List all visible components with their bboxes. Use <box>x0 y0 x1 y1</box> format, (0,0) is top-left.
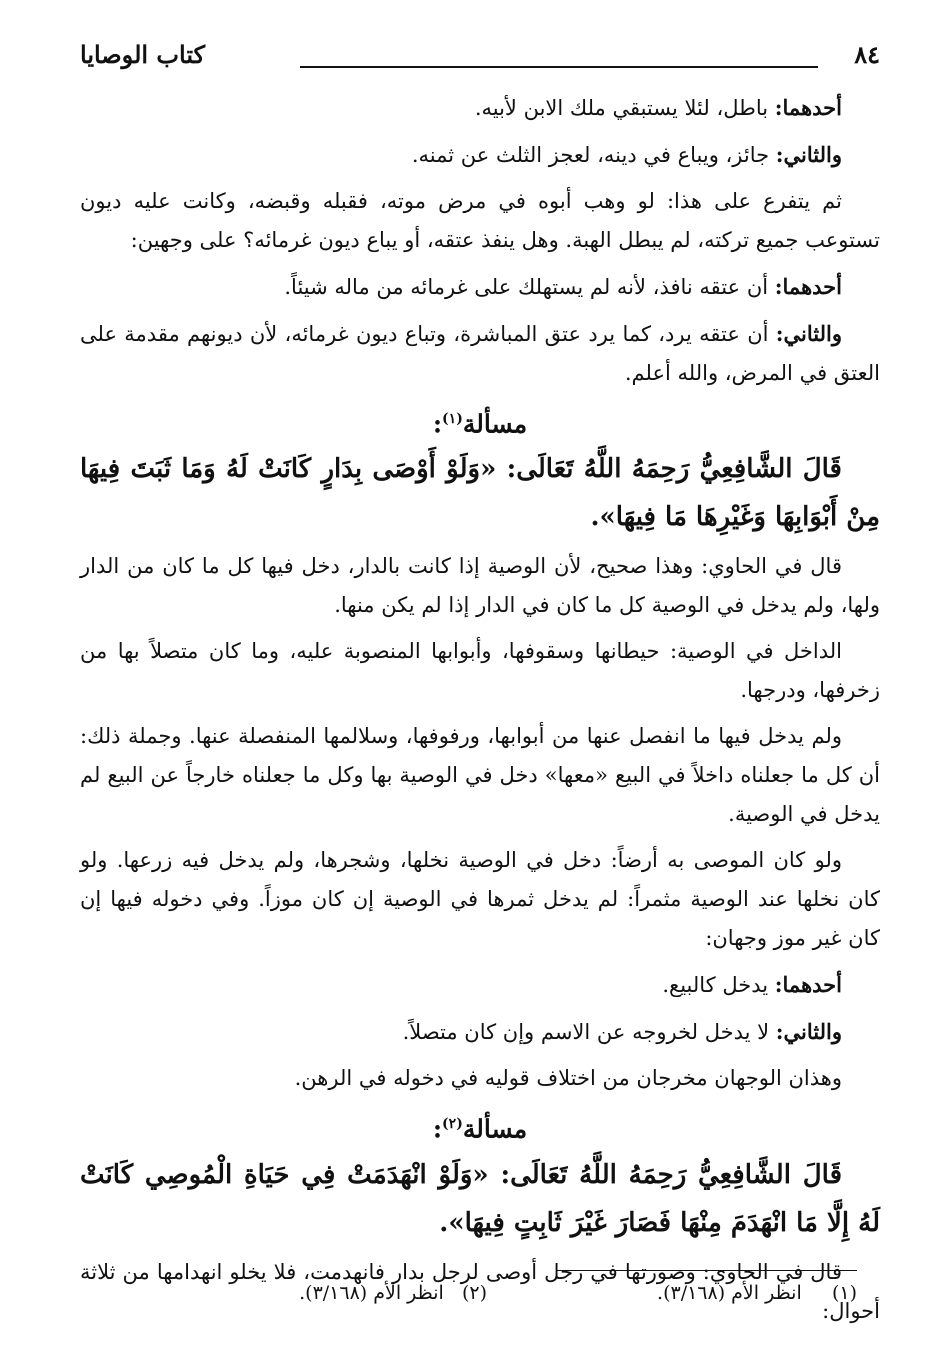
paragraph: والثاني: لا يدخل لخروجه عن الاسم وإن كان متصلاً. <box>402 1019 842 1045</box>
paragraph: قال في الحاوي: وهذا صحيح، لأن الوصية إذا كانت بالدار، دخل فيها كل ما كان من الدار ولها، ولم يدخل في الوصية كل ما كان في الدار إذا لم يكن منها. <box>80 554 880 618</box>
footnote: (٢) انظر الأم (٣/١٦٨). <box>299 1282 487 1304</box>
paragraph: أحدهما: باطل، لئلا يستبقي ملك الابن لأبيه. <box>474 95 842 120</box>
footnote: (١) انظر الأم (٣/١٦٨). <box>657 1282 857 1304</box>
shafii-quote: قَالَ الشَّافِعِيُّ رَحِمَهُ اللَّهُ تَعَالَى: «وَلَوْ أَوْصَى بِدَارٍ كَانَتْ لَهُ وَمَا ثَبَتَ فِيهَا مِنْ أَبْوَابِهَا وَغَيْرِهَا مَا فِيهَا». <box>80 454 880 533</box>
paragraph: ثم يتفرع على هذا: لو وهب أبوه في مرض موته، فقبله وقبضه، وكانت عليه ديون تستوعب جميع تركته، لم يبطل الهبة. وهل ينفذ عتقه، أو يباع ديون غرمائه؟ على وجهين: <box>80 189 880 252</box>
page-header <box>80 40 880 80</box>
paragraph: والثاني: أن عتقه يرد، كما يرد عتق المباشرة، وتباع ديون غرمائه، لأن ديونهم مقدمة على العتق في المرض، والله أعلم. <box>80 321 880 385</box>
footnote-ref: (٢) <box>442 1116 463 1133</box>
paragraph: أحدهما: يدخل كالبيع. <box>662 972 842 998</box>
page-body <box>80 88 880 1338</box>
shafii-quote: قَالَ الشَّافِعِيُّ رَحِمَهُ اللَّهُ تَعَالَى: «وَلَوْ انْهَدَمَتْ فِي حَيَاةِ الْمُوصِي كَانَتْ لَهُ إِلَّا مَا انْهَدَمَ مِنْهَا فَصَارَ غَيْرَ ثَابِتٍ فِيهَا». <box>80 1159 880 1238</box>
page-number: ٨٤ <box>854 40 880 69</box>
book-title: كتاب الوصايا <box>80 40 205 69</box>
section-heading: مسألة$^{(١)}$: <box>432 409 528 439</box>
header-rule <box>300 66 818 68</box>
paragraph: قال في الحاوي: وصورتها في رجل أوصى لرجل بدار فانهدمت، فلا يخلو انهدامها من ثلاثة أحوال: <box>80 1259 880 1323</box>
section-heading: مسألة$^{(٢)}$: <box>432 1114 528 1144</box>
paragraph: ولم يدخل فيها ما انفصل عنها من أبوابها، ورفوفها، وسلالمها المنفصلة عنها. وجملة ذلك: أن كل ما جعلناه داخلاً في البيع «معها» دخل في الوصية بها وكل ما جعلناه خارجاً عن البيع لم يدخل في الوصية. <box>80 724 880 827</box>
paragraph: أحدهما: أن عتقه نافذ، لأنه لم يستهلك على غرمائه من ماله شيئاً. <box>284 274 842 299</box>
paragraph: والثاني: جائز، ويباع في دينه، لعجز الثلث عن ثمنه. <box>411 142 842 167</box>
footnote-ref: (١) <box>442 411 463 427</box>
paragraph: الداخل في الوصية: حيطانها وسقوفها، وأبوابها المنصوبة عليه، وما كان متصلاً بها من زخرفها، ودرجها. <box>80 639 880 703</box>
footnote-rule <box>557 1270 857 1271</box>
paragraph: وهذان الوجهان مخرجان من اختلاف قوليه في دخوله في الرهن. <box>294 1066 842 1091</box>
paragraph: ولو كان الموصى به أرضاً: دخل في الوصية نخلها، وشجرها، ولم يدخل فيه زرعها. ولو كان نخلها عند الوصية مثمراً: لم يدخل ثمرها في الوصية إن كان موزاً. وفي دخوله فيها إن كان غير موز وجهان: <box>80 848 880 951</box>
